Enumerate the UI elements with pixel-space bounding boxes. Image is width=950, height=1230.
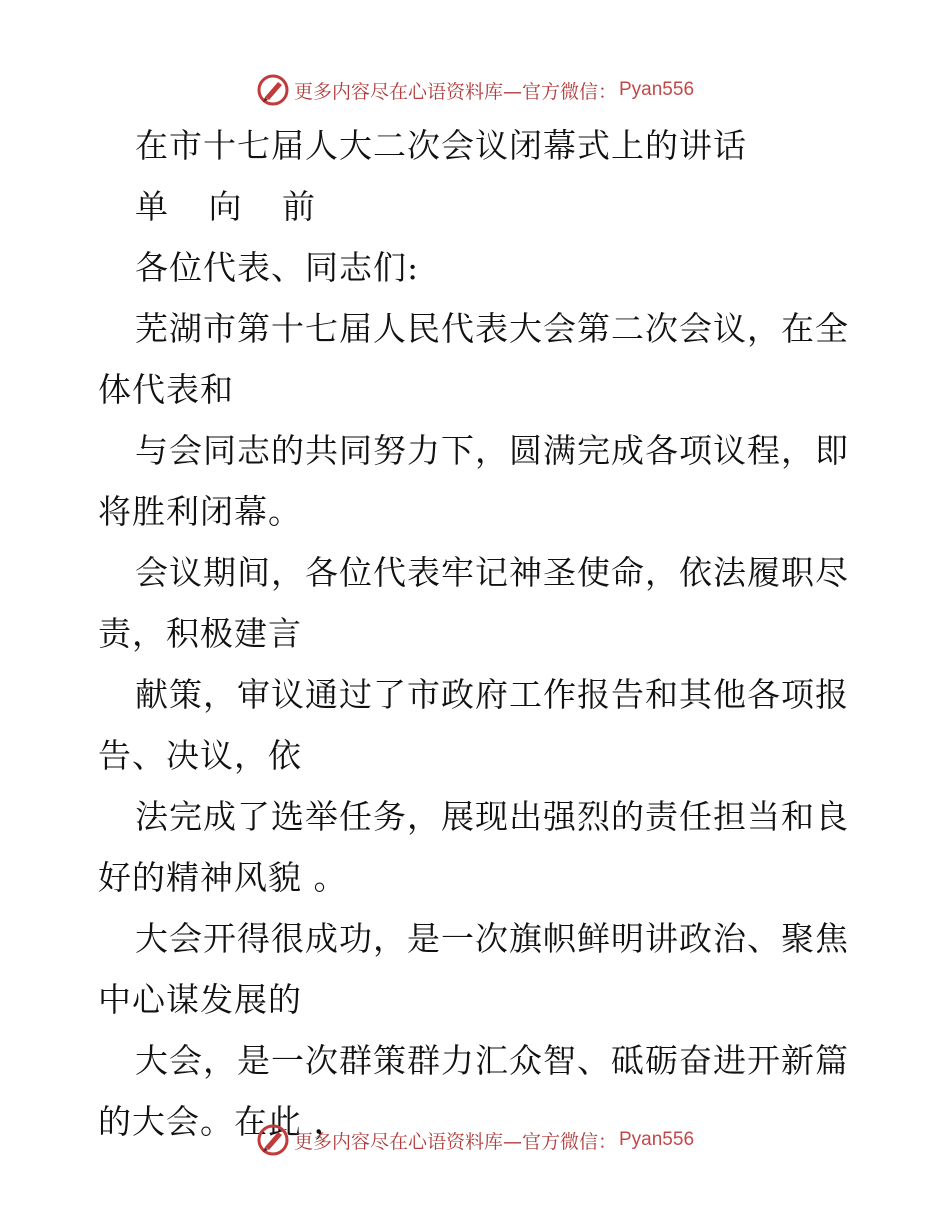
document-body bbox=[98, 115, 858, 1152]
paragraph-line: 法完成了选举任务，展现出强烈的责任担当和良 bbox=[135, 797, 849, 836]
watermark-text: 更多内容尽在心语资料库—官方微信： bbox=[293, 1130, 617, 1153]
paragraph-line: 责，积极建言 bbox=[98, 614, 302, 653]
pen-logo-icon bbox=[256, 73, 290, 107]
header-watermark bbox=[0, 70, 950, 110]
paragraph-line: 献策，审议通过了市政府工作报告和其他各项报 bbox=[135, 675, 849, 714]
wechat-id: Pyan556 bbox=[619, 79, 695, 100]
paragraph-line: 的大会。在此 ， bbox=[98, 1102, 348, 1141]
document-title: 在市十七届人大二次会议闭幕式上的讲话 bbox=[135, 126, 747, 165]
paragraph-line: 芜湖市第十七届人民代表大会第二次会议，在全 bbox=[135, 309, 849, 348]
paragraph-line: 告、决议，依 bbox=[98, 736, 302, 775]
salutation: 各位代表、同志们: bbox=[135, 248, 420, 287]
paragraph-line: 中心谋发展的 bbox=[98, 980, 302, 1019]
paragraph-line: 将胜利闭幕。 bbox=[98, 492, 302, 531]
paragraph-line: 体代表和 bbox=[98, 370, 234, 409]
paragraph-line: 好的精神风貌 。 bbox=[98, 858, 348, 897]
wechat-id: Pyan556 bbox=[619, 1129, 695, 1150]
paragraph-line: 大会，是一次群策群力汇众智、砥砺奋进开新篇 bbox=[135, 1041, 849, 1080]
footer-watermark bbox=[0, 1120, 950, 1160]
paragraph-line: 大会开得很成功，是一次旗帜鲜明讲政治、聚焦 bbox=[135, 919, 849, 958]
paragraph-line: 会议期间，各位代表牢记神圣使命，依法履职尽 bbox=[135, 553, 849, 592]
pen-logo-icon bbox=[256, 1123, 290, 1157]
document-author: 单 向 前 bbox=[135, 187, 330, 226]
paragraph-line: 与会同志的共同努力下，圆满完成各项议程，即 bbox=[135, 431, 849, 470]
watermark-text: 更多内容尽在心语资料库—官方微信： bbox=[293, 80, 617, 103]
